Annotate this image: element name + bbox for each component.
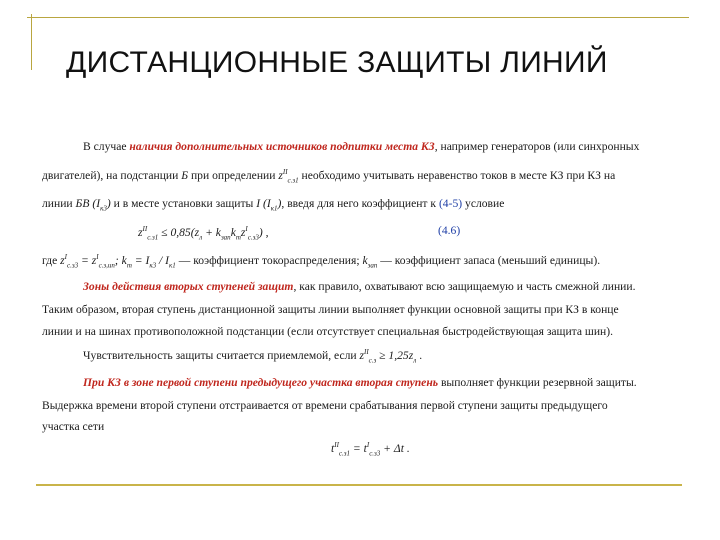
p1-ref: (4-5) [438, 197, 463, 210]
paragraph-4-line-3: участка сети [42, 420, 105, 433]
p3-dot: . [416, 349, 423, 362]
p2-tail: , как правило, охватывают всю защищаемую и часть смежной линии. [293, 280, 636, 293]
paragraph-4-line-1 [83, 377, 637, 389]
formula-4-6: $z^{II}_{с.з1} \le 0,85(z_л + k_{зап}k_тz^I_{с.з3})$ , [138, 225, 269, 242]
p1-lead: В случае [83, 140, 130, 153]
p1-line3e: условие [462, 197, 505, 210]
f1-end: z [240, 226, 246, 239]
inline-formula-kzap: $k_{зап}$ [362, 254, 378, 270]
inline-formula-ik3: $(I_{к3})$ [89, 197, 111, 213]
page-title: ДИСТАНЦИОННЫЕ ЗАЩИТЫ ЛИНИЙ [66, 46, 608, 80]
f1-plus: + k [202, 226, 221, 239]
f2-b: = t [350, 442, 367, 455]
p4-tail: выполняет функции резервной защиты. [438, 376, 637, 389]
paragraph-3: Чувствительность защиты считается приемлемой, если $z^{II}_{с.з} \ge 1,25z_л$ . [83, 348, 423, 365]
title-left-rule [31, 14, 32, 70]
paragraph-2-line-2: Таким образом, вторая ступень дистанционной защиты линии выполняет функции основной защиты при КЗ в конце [42, 303, 619, 316]
p1-line2d: необходимо учитывать неравенство токов в месте КЗ при КЗ на [298, 169, 616, 182]
f2-a: t [331, 442, 335, 455]
p1-line3d: , введя для него коэффициент к [281, 197, 439, 210]
p3-cond: ≥ 1,25z [376, 349, 414, 362]
where-a: где [42, 254, 61, 267]
paragraph-2-line-1 [83, 281, 635, 293]
p1-line2a: двигателей), на подстанции [42, 169, 182, 182]
f1-lhs: z [138, 226, 143, 239]
f2-c: + Δt . [380, 442, 410, 455]
paragraph-1-line-1 [83, 141, 639, 153]
paragraph-1-line-2 [42, 168, 616, 185]
paragraph-1-line-3 [42, 197, 505, 213]
p1-highlight: наличия дополнительных источников подпитки места КЗ [129, 140, 435, 153]
paragraph-2-line-3: линии и на шинах противоположной подстанции (если отсутствует специальная быстродействующая защита шин). [42, 325, 614, 338]
f1-dot: ) , [258, 226, 269, 239]
inline-formula-ik1: I $(I_{к1})$ [256, 197, 282, 213]
title-top-rule [27, 17, 689, 18]
p3-text: Чувствительность защиты считается приемлемой, если [83, 349, 360, 362]
p1-line3c: и в месте установки защиты [110, 197, 257, 210]
p1-line-bv: БВ [75, 197, 90, 210]
formula-time: $t^{II}_{с.з1} = t^I_{с.з3} + \Delta t$ . [331, 441, 410, 458]
formula-number: (4.6) [438, 224, 461, 237]
inline-formula-sensitivity: $z^{II}_{с.з}$ [359, 348, 377, 365]
f1-rhs: ≤ 0,85(z [158, 226, 200, 239]
p1-substation-b: Б [181, 169, 189, 182]
where-c: — коэффициент запаса (меньший единицы). [377, 254, 601, 267]
where-line [42, 253, 601, 270]
f1-mid: k [230, 226, 236, 239]
p1-tail: , например генераторов (или синхронных [434, 140, 640, 153]
inline-formula-zc3: $z^I_{с.з3} = z^I_{с.з,ип}$; $k_т = I_{к3} / I_{к1}$ [60, 253, 176, 270]
paragraph-4-line-2: Выдержка времени второй ступени отстраивается от времени срабатывания первой ступени защиты предыдущего [42, 399, 608, 412]
bottom-rule [36, 484, 682, 486]
inline-formula-zcz: $z^{II}_{с.з1}$ [278, 168, 299, 185]
p2-highlight: Зоны действия вторых ступеней защит [83, 280, 294, 293]
p1-line2c: при определении [188, 169, 279, 182]
p4-highlight: При КЗ в зоне первой ступени предыдущего участка вторая ступень [83, 376, 439, 389]
p1-line3a: линии [42, 197, 76, 210]
where-b: — коэффициент токораспределения; [175, 254, 363, 267]
